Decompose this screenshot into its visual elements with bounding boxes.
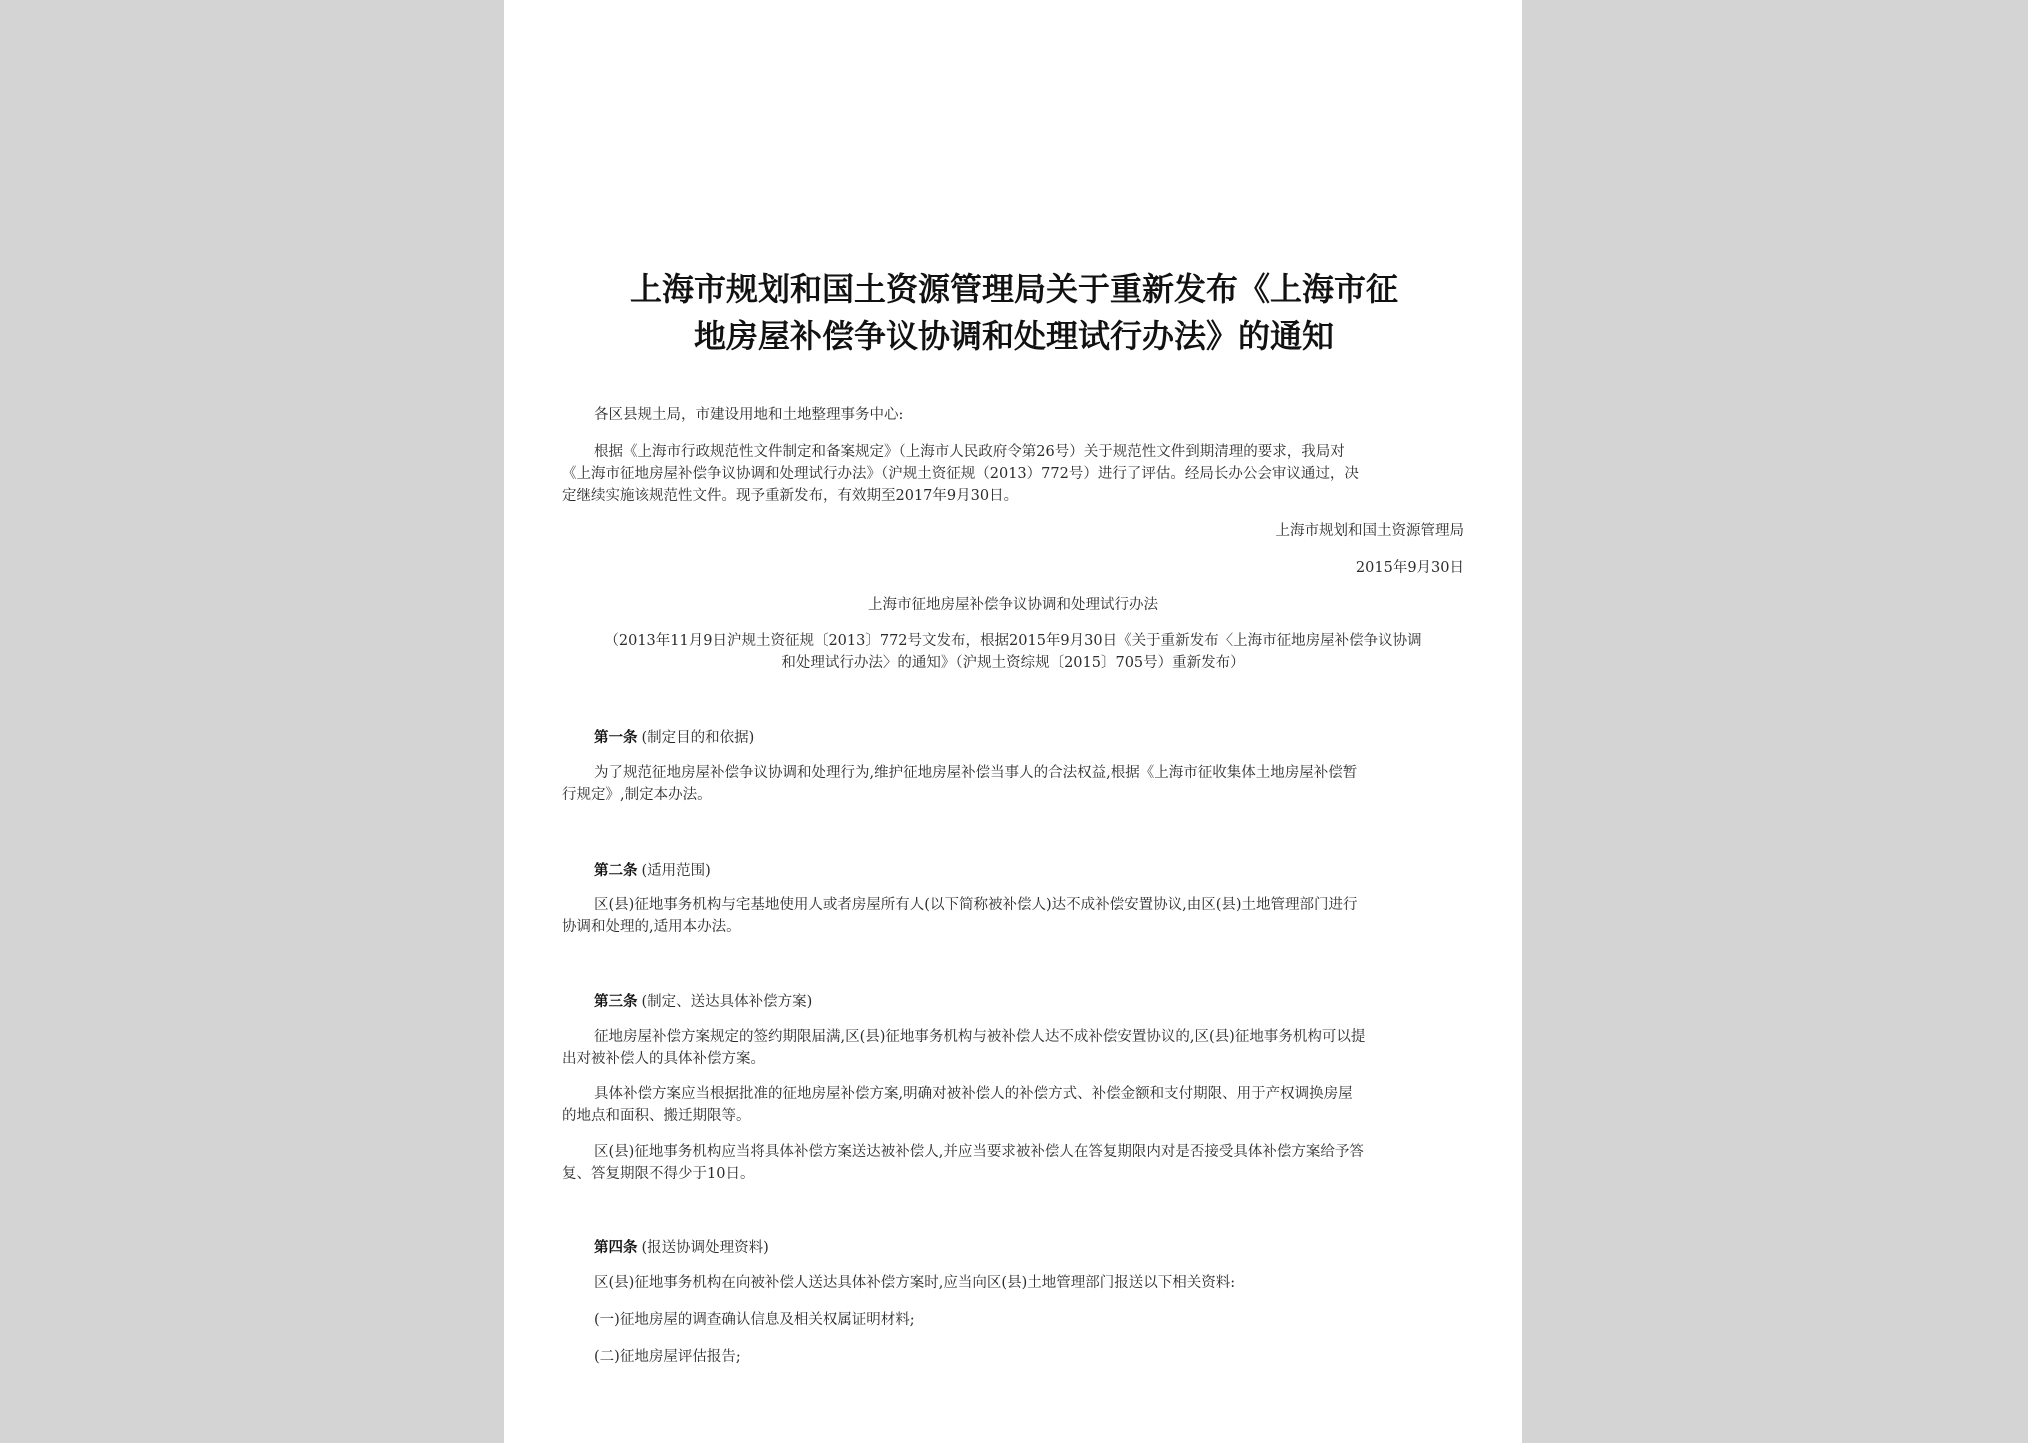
- article-2-heading: [594, 859, 711, 880]
- article-2-para-1-line-1: 区(县)征地事务机构与宅基地使用人或者房屋所有人(以下简称被补偿人)达不成补偿安置协议,由区(县)土地管理部门进行: [594, 897, 1358, 913]
- article-1-para-1-line-1: 为了规范征地房屋补偿争议协调和处理行为,维护征地房屋补偿当事人的合法权益,根据《上海市征收集体土地房屋补偿暂: [594, 765, 1358, 781]
- regulation-note-line-2: 和处理试行办法〉的通知》（沪规土资综规〔2015〕705号）重新发布）: [781, 655, 1245, 671]
- article-4-item-2: (二)征地房屋评估报告;: [594, 1349, 741, 1365]
- issue-date: 2015年9月30日: [1355, 560, 1464, 576]
- article-heading: (报送协调处理资料): [641, 1240, 769, 1256]
- intro-line-3: 定继续实施该规范性文件。现予重新发布，有效期至2017年9月30日。: [562, 488, 1019, 504]
- article-3-para-2-line-2: 的地点和面积、搬迁期限等。: [562, 1108, 751, 1124]
- regulation-title: 上海市征地房屋补偿争议协调和处理试行办法: [868, 597, 1158, 613]
- document-title-line-1: 上海市规划和国土资源管理局关于重新发布《上海市征: [629, 270, 1398, 308]
- article-4-item-1: (一)征地房屋的调查确认信息及相关权属证明材料;: [594, 1312, 915, 1328]
- article-4-para-1: 区(县)征地事务机构在向被补偿人送达具体补偿方案时,应当向区(县)土地管理部门报送以下相关资料:: [594, 1275, 1236, 1291]
- regulation-note-line-1: （2013年11月9日沪规土资征规〔2013〕772号文发布，根据2015年9月30日《关于重新发布〈上海市征地房屋补偿争议协调: [604, 633, 1422, 649]
- article-heading: (制定、送达具体补偿方案): [641, 994, 813, 1010]
- article-heading: (制定目的和依据): [641, 730, 755, 746]
- article-number: 第一条: [594, 730, 638, 746]
- salutation: 各区县规土局，市建设用地和土地整理事务中心:: [594, 407, 904, 423]
- issuer: 上海市规划和国土资源管理局: [1275, 523, 1464, 539]
- document-title-line-2: 地房屋补偿争议协调和处理试行办法》的通知: [693, 317, 1334, 355]
- article-number: 第四条: [594, 1240, 638, 1256]
- article-3-para-2-line-1: 具体补偿方案应当根据批准的征地房屋补偿方案,明确对被补偿人的补偿方式、补偿金额和支付期限、用于产权调换房屋: [594, 1086, 1353, 1102]
- intro-line-2: 《上海市征地房屋补偿争议协调和处理试行办法》（沪规土资征规（2013）772号）进行了评估。经局长办公会审议通过，决: [562, 466, 1359, 482]
- article-number: 第三条: [594, 994, 638, 1010]
- article-1-heading: [594, 726, 754, 747]
- article-3-heading: [594, 990, 812, 1011]
- article-1-para-1-line-2: 行规定》,制定本办法。: [562, 787, 712, 803]
- article-2-para-1-line-2: 协调和处理的,适用本办法。: [562, 919, 741, 935]
- article-3-para-1-line-2: 出对被补偿人的具体补偿方案。: [562, 1051, 765, 1067]
- article-3-para-1-line-1: 征地房屋补偿方案规定的签约期限届满,区(县)征地事务机构与被补偿人达不成补偿安置协议的,区(县)征地事务机构可以提: [594, 1029, 1366, 1045]
- article-number: 第二条: [594, 863, 638, 879]
- article-heading: (适用范围): [641, 863, 711, 879]
- article-3-para-3-line-2: 复、答复期限不得少于10日。: [562, 1166, 755, 1182]
- intro-line-1: 根据《上海市行政规范性文件制定和备案规定》（上海市人民政府令第26号）关于规范性文件到期清理的要求，我局对: [594, 444, 1345, 460]
- document-page: [504, 0, 1522, 1443]
- article-4-heading: [594, 1236, 769, 1257]
- article-3-para-3-line-1: 区(县)征地事务机构应当将具体补偿方案送达被补偿人,并应当要求被补偿人在答复期限内对是否接受具体补偿方案给予答: [594, 1144, 1364, 1160]
